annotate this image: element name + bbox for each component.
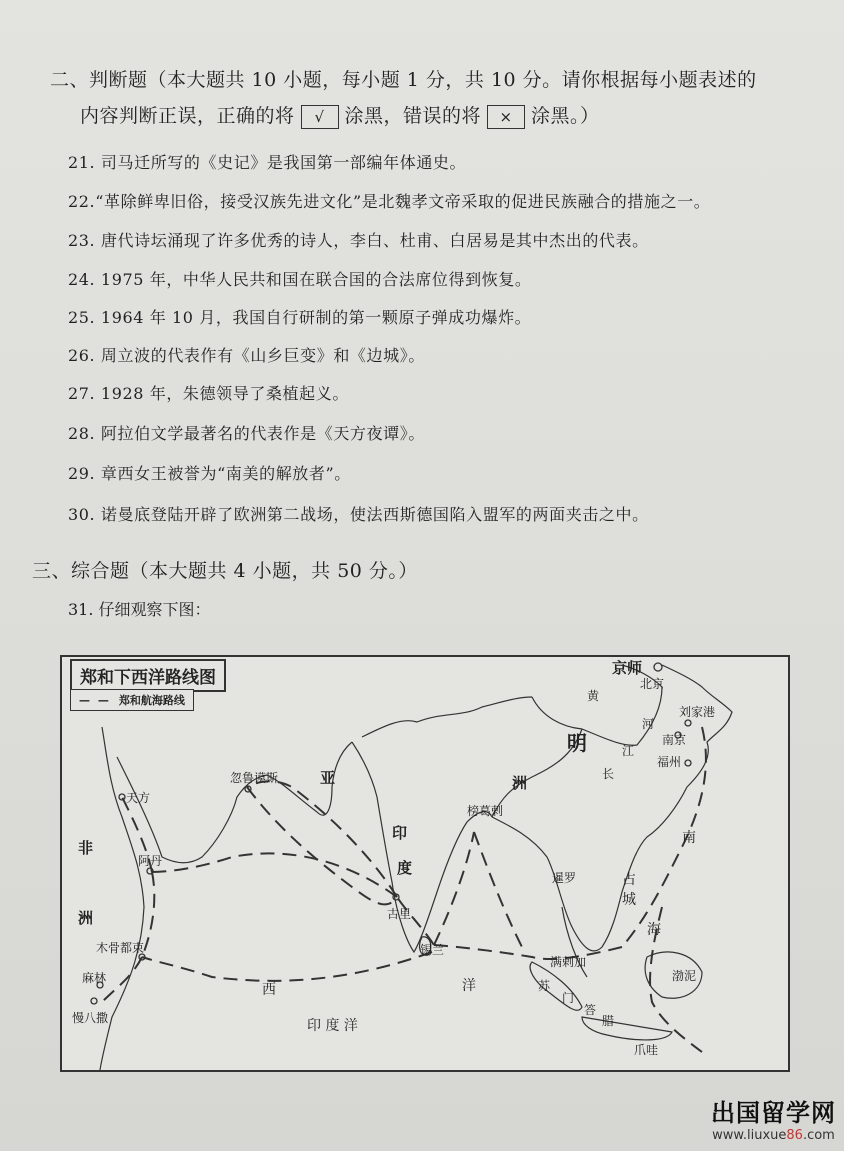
watermark-name: 出国留学网 (711, 1099, 836, 1127)
question-24: 24. 1975 年，中华人民共和国在联合国的合法席位得到恢复。 (68, 270, 532, 289)
label-chang: 长 (602, 767, 615, 781)
map-title: 郑和下西洋路线图 (70, 659, 226, 692)
label-zhan: 占 (622, 872, 636, 888)
question-31: 31. 仔细观察下图： (68, 600, 211, 619)
site-watermark (711, 1093, 836, 1143)
watermark-url-b: .com (802, 1128, 835, 1143)
question-23: 23. 唐代诗坛涌现了许多优秀的诗人，李白、杜甫、白居易是其中杰出的代表。 (68, 231, 649, 250)
route-bengal-return (474, 832, 522, 947)
section-2-text-b: 涂黑，错误的将 (344, 105, 482, 127)
label-cheng: 城 (622, 892, 636, 908)
label-africa-fei: 非 (78, 839, 94, 857)
correct-mark-box: √ (301, 105, 339, 129)
section-2-text-c: 涂黑。） (531, 105, 600, 127)
label-men: 门 (562, 991, 575, 1005)
map-legend (70, 689, 194, 711)
label-indian-ocean: 印 度 洋 (307, 1018, 358, 1034)
label-huang: 黄 (587, 689, 600, 703)
label-xi: 西 (262, 982, 276, 998)
label-india-yin: 印 (392, 824, 408, 842)
label-manbasa: 慢八撒 (72, 1011, 109, 1025)
liujiagang-marker (685, 720, 691, 726)
label-xilan: 锡兰 (420, 943, 445, 957)
label-asia-zhou: 洲 (512, 774, 528, 792)
label-jiang: 江 (622, 744, 635, 758)
section-2-text-a: 内容判断正误，正确的将 (80, 105, 295, 127)
route-bengal (434, 832, 474, 945)
fuzhou-marker (685, 760, 691, 766)
route-to-east-africa (142, 952, 432, 981)
beijing-marker (654, 663, 662, 671)
label-liujiagang: 刘家港 (679, 705, 716, 719)
label-da: 答 (584, 1003, 597, 1017)
label-tianfang: 天方 (126, 791, 151, 805)
wrong-mark-box: × (487, 105, 525, 129)
northwest-border (362, 697, 532, 737)
question-22: 22.“革除鲜卑旧俗，接受汉族先进文化”是北魏孝文帝采取的促进民族融合的措施之一。 (68, 192, 711, 211)
label-hulumosi: 忽鲁谟斯 (230, 771, 279, 785)
label-jingshi: 京师 (612, 659, 643, 677)
label-he: 河 (642, 717, 655, 731)
label-xianluo: 暹罗 (552, 871, 577, 885)
india-coastline (352, 742, 492, 952)
route-hormuz-guli (247, 787, 397, 904)
label-beijing: 北京 (640, 677, 665, 691)
section-2-line2 (50, 98, 810, 134)
question-25: 25. 1964 年 10 月，我国自行研制的第一颗原子弹成功爆炸。 (68, 308, 532, 327)
section-3-heading: 三、综合题（本大题共 4 小题，共 50 分。） (32, 560, 418, 582)
section-2-heading (50, 62, 810, 134)
question-26: 26. 周立波的代表作有《山乡巨变》和《边城》。 (68, 346, 425, 365)
arabia-coastline (117, 742, 352, 863)
label-bangelaci: 榜葛剌 (467, 804, 504, 818)
watermark-url-hl: 86 (786, 1128, 803, 1143)
question-27: 27. 1928 年，朱德领导了桑植起义。 (68, 384, 349, 403)
zheng-he-route-map (60, 655, 790, 1072)
watermark-url (711, 1128, 836, 1143)
watermark-url-a: www.liuxue (712, 1128, 787, 1143)
route-to-malacca (434, 945, 622, 959)
mombasa-marker (91, 998, 97, 1004)
label-nanjing: 南京 (662, 733, 687, 747)
label-hai: 海 (647, 922, 661, 938)
label-fuzhou: 福州 (657, 755, 682, 769)
question-21: 21. 司马迁所写的《史记》是我国第一部编年体通史。 (68, 153, 467, 172)
question-30: 30. 诺曼底登陆开辟了欧洲第二战场，使法西斯德国陷入盟军的两面夹击之中。 (68, 505, 649, 524)
label-manlajia: 满剌加 (550, 955, 587, 969)
label-mugudushu: 木骨都束 (96, 941, 145, 955)
label-guli: 古里 (387, 907, 412, 921)
question-28: 28. 阿拉伯文学最著名的代表作是《天方夜谭》。 (68, 424, 425, 443)
label-nan: 南 (682, 830, 696, 846)
route-to-hormuz (247, 781, 397, 897)
label-ming: 明 (567, 731, 587, 755)
label-yang: 洋 (462, 978, 476, 994)
java (582, 1017, 672, 1040)
label-zhaowa: 爪哇 (634, 1043, 659, 1057)
legend-dash-icon: — — (79, 694, 111, 707)
route-to-aden (152, 853, 397, 897)
label-la: 腊 (602, 1014, 615, 1028)
label-su: 苏 (538, 979, 551, 993)
label-africa-zhou: 洲 (78, 909, 94, 927)
label-malin: 麻林 (82, 971, 107, 985)
legend-label: 郑和航海路线 (118, 694, 185, 707)
label-india-du: 度 (397, 859, 413, 877)
question-29: 29. 章西女王被誉为“南美的解放者”。 (68, 464, 351, 483)
label-adan: 阿丹 (138, 854, 163, 868)
section-2-line1: 二、判断题（本大题共 10 小题，每小题 1 分，共 10 分。请你根据每小题表述的 (50, 69, 757, 91)
label-boni: 渤泥 (672, 969, 697, 983)
label-asia-ya: 亚 (320, 769, 336, 787)
